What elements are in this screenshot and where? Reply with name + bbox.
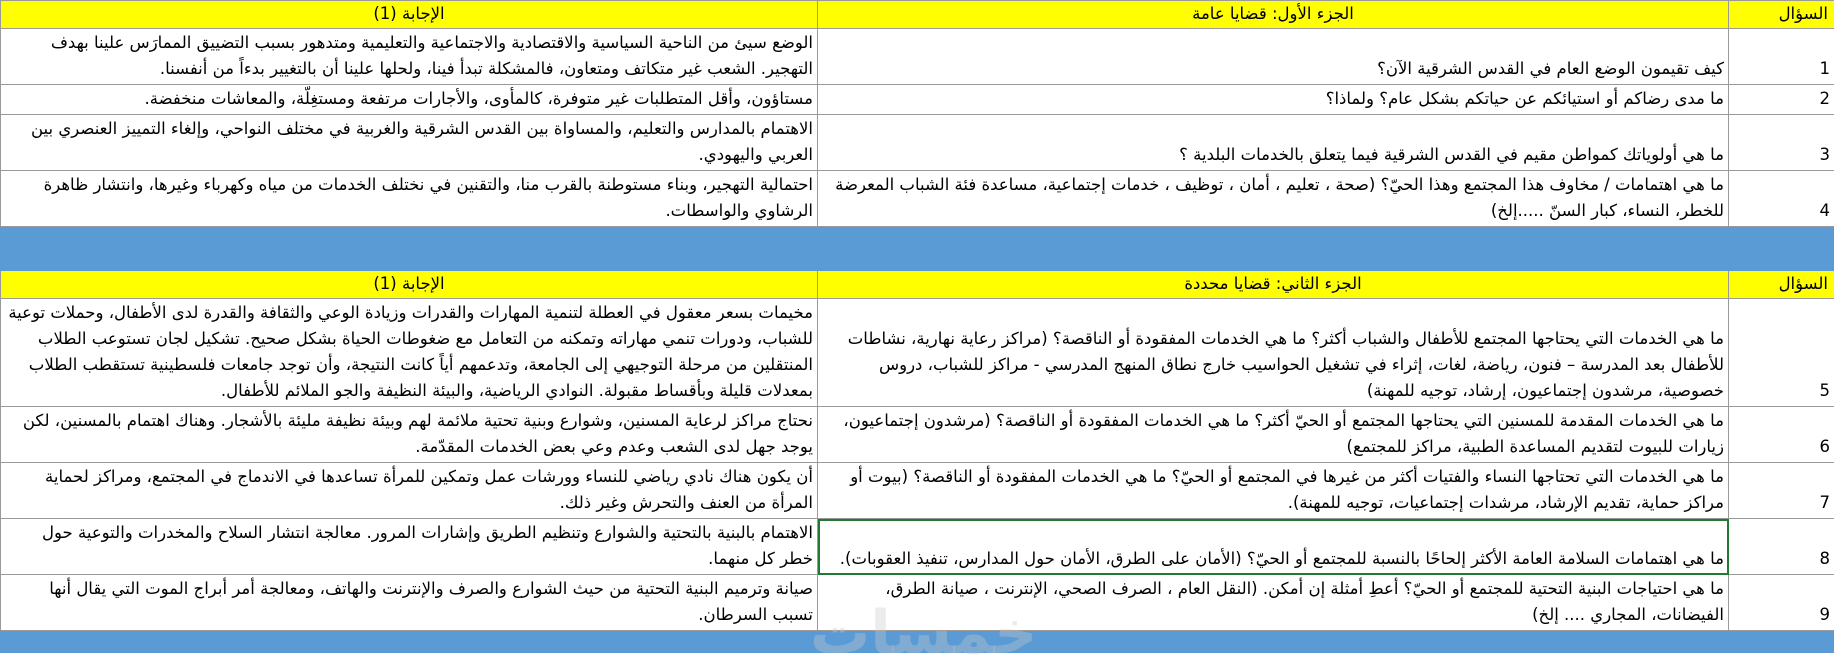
row-number-cell[interactable]: 9 (1729, 575, 1834, 631)
table-row (1, 463, 1834, 519)
answer-cell[interactable]: الوضع سيئ من الناحية السياسية والاقتصادية والاجتماعية والتعليمية ومتدهور بسبب التضييق الممارَس علينا بهدف التهجير. الشعب غير متكاتف ومتعاون، فالمشكلة تبدأ فينا، ولحلها علينا أن بالتغيير بدءاً من أنفسنا. (1, 29, 818, 85)
question-cell[interactable]: ما هي الخدمات المقدمة للمسنين التي يحتاجها المجتمع أو الحيّ أكثر؟ ما هي الخدمات المفقودة أو الناقصة؟ (مرشدون إجتماعيون، زيارات للبيوت لتقديم المساعدة الطبية، مراكز للمجتمع) (818, 407, 1729, 463)
table-row (1, 115, 1834, 171)
question-cell-selected[interactable]: ما هي اهتمامات السلامة العامة الأكثر إلحاحًا بالنسبة للمجتمع أو الحيّ؟ (الأمان على الطرق، الأمان حول المدارس، تنفيذ العقوبات). (818, 519, 1729, 575)
row-number-cell[interactable]: 4 (1729, 171, 1834, 227)
table-row (1, 29, 1834, 85)
separator-row (1, 227, 1834, 249)
row-number-cell[interactable]: 6 (1729, 407, 1834, 463)
separator-cell (1, 249, 818, 271)
table-row (1, 575, 1834, 631)
separator-row (1, 249, 1834, 271)
watermark-logo: خمسات (810, 598, 1038, 666)
separator-cell (818, 227, 1729, 249)
section2-header-row (1, 271, 1834, 299)
separator-cell (1729, 227, 1834, 249)
answer-cell[interactable]: مستاؤون، وأقل المتطلبات غير متوفرة، كالمأوى، والأجارات مرتفعة ومستغِلّة، والمعاشات منخفضة. (1, 85, 818, 115)
answer-cell[interactable]: أن يكون هناك نادي رياضي للنساء وورشات عمل وتمكين للمرأة تساعدها في الاندماج في المجتمع، ومراكز لحماية المرأة من العنف والتحرش وغير ذلك. (1, 463, 818, 519)
row-number-cell[interactable]: 2 (1729, 85, 1834, 115)
answer-cell[interactable]: صيانة وترميم البنية التحتية من حيث الشوارع والصرف والإنترنت والهاتف، ومعالجة أمر أبراج الموت التي يقال أنها تسبب السرطان. (1, 575, 818, 631)
question-cell[interactable]: ما هي الخدمات التي يحتاجها المجتمع للأطفال والشباب أكثر؟ ما هي الخدمات المفقودة أو الناقصة؟ (مراكز رعاية نهارية، نشاطات للأطفال بعد المدرسة – فنون، رياضة، لغات، إثراء في تشغيل الحواسيب خارج نطاق المنهج المدرسي - مراكز للشباب، دروس خصوصية، مرشدون إجتماعيون، إرشاد، توجيه للمهنة) (818, 299, 1729, 407)
table-row (1, 85, 1834, 115)
question-cell[interactable]: ما هي احتياجات البنية التحتية للمجتمع أو الحيّ؟ أعطِ أمثلة إن أمكن. (النقل العام ، الصرف الصحي، الإنترنت ، صيانة الطرق، الفيضانات، المجاري .... إلخ) (818, 575, 1729, 631)
table-row (1, 171, 1834, 227)
section1-answer-label[interactable]: الإجابة (1) (1, 1, 818, 29)
table-row (1, 519, 1834, 575)
row-number-cell[interactable]: 3 (1729, 115, 1834, 171)
question-cell[interactable]: ما مدى رضاكم أو استيائكم عن حياتكم بشكل عام؟ ولماذا؟ (818, 85, 1729, 115)
separator-row (1, 631, 1834, 653)
separator-cell (1729, 631, 1834, 653)
row-number-cell[interactable]: 7 (1729, 463, 1834, 519)
question-cell[interactable]: ما هي اهتمامات / مخاوف هذا المجتمع وهذا الحيّ؟ (صحة ، تعليم ، أمان ، توظيف ، خدمات إجتماعية، مساعدة فئة الشباب المعرضة للخطر، النساء، كبار السنّ .....إلخ) (818, 171, 1729, 227)
row-number-cell[interactable]: 8 (1729, 519, 1834, 575)
answer-cell[interactable]: الاهتمام بالبنية بالتحتية والشوارع وتنظيم الطريق وإشارات المرور. معالجة انتشار السلاح والمخدرات والتوعية حول خطر كل منهما. (1, 519, 818, 575)
question-cell[interactable]: ما هي الخدمات التي تحتاجها النساء والفتيات أكثر من غيرها في المجتمع أو الحيّ؟ ما هي الخدمات المفقودة أو الناقصة؟ (بيوت أو مراكز حماية، تقديم الإرشاد، مرشدات إجتماعيات، توجيه للمهنة). (818, 463, 1729, 519)
separator-cell (818, 631, 1729, 653)
section2-title[interactable]: الجزء الثاني: قضايا محددة (818, 271, 1729, 299)
section1-header-row (1, 1, 1834, 29)
row-number-cell[interactable]: 1 (1729, 29, 1834, 85)
section2-question-label[interactable]: السؤال (1729, 271, 1834, 299)
separator-cell (1, 227, 818, 249)
section1-title[interactable]: الجزء الأول: قضايا عامة (818, 1, 1729, 29)
answer-cell[interactable]: مخيمات بسعر معقول في العطلة لتنمية المهارات والقدرات وزيادة الوعي والثقافة والقدرة لدى الأطفال، وحملات توعية للشباب، ودورات تنمي مهاراته وتمكنه من التعامل مع ضغوطات الحياة بشكل صحيح. تشكيل لجان تستوعب الطلاب المنتقلين من مرحلة التوجيهي إلى الجامعة، وتدعمهم أياً كانت النتيجة، وأن توجد جامعات فلسطينية تستقطب الطلاب بمعدلات قليلة وبأقساط مقبولة. النوادي الرياضية، والبيئة النظيفة والجو الملائم للأطفال. (1, 299, 818, 407)
section1-question-label[interactable]: السؤال (1729, 1, 1834, 29)
question-cell[interactable]: ما هي أولوياتك كمواطن مقيم في القدس الشرقية فيما يتعلق بالخدمات البلدية ؟ (818, 115, 1729, 171)
separator-cell (818, 249, 1729, 271)
table-row (1, 299, 1834, 407)
table-row (1, 407, 1834, 463)
answer-cell[interactable]: الاهتمام بالمدارس والتعليم، والمساواة بين القدس الشرقية والغربية في مختلف النواحي، وإلغاء التمييز العنصري بين العربي واليهودي. (1, 115, 818, 171)
answer-cell[interactable]: احتمالية التهجير، وبناء مستوطنة بالقرب منا، والتقنين في نختلف الخدمات من مياه وكهرباء وغيرها، وانتشار ظاهرة الرشاوي والواسطات. (1, 171, 818, 227)
row-number-cell[interactable]: 5 (1729, 299, 1834, 407)
section2-answer-label[interactable]: الإجابة (1) (1, 271, 818, 299)
answer-cell[interactable]: نحتاج مراكز لرعاية المسنين، وشوارع وبنية تحتية ملائمة لهم وبيئة نظيفة مليئة بالأشجار. وهناك اهتمام بالمسنين، لكن يوجد جهل لدى الشعب وعدم وعي بعض الخدمات المقدّمة. (1, 407, 818, 463)
separator-cell (1729, 249, 1834, 271)
separator-cell (1, 631, 818, 653)
question-cell[interactable]: كيف تقيمون الوضع العام في القدس الشرقية الآن؟ (818, 29, 1729, 85)
